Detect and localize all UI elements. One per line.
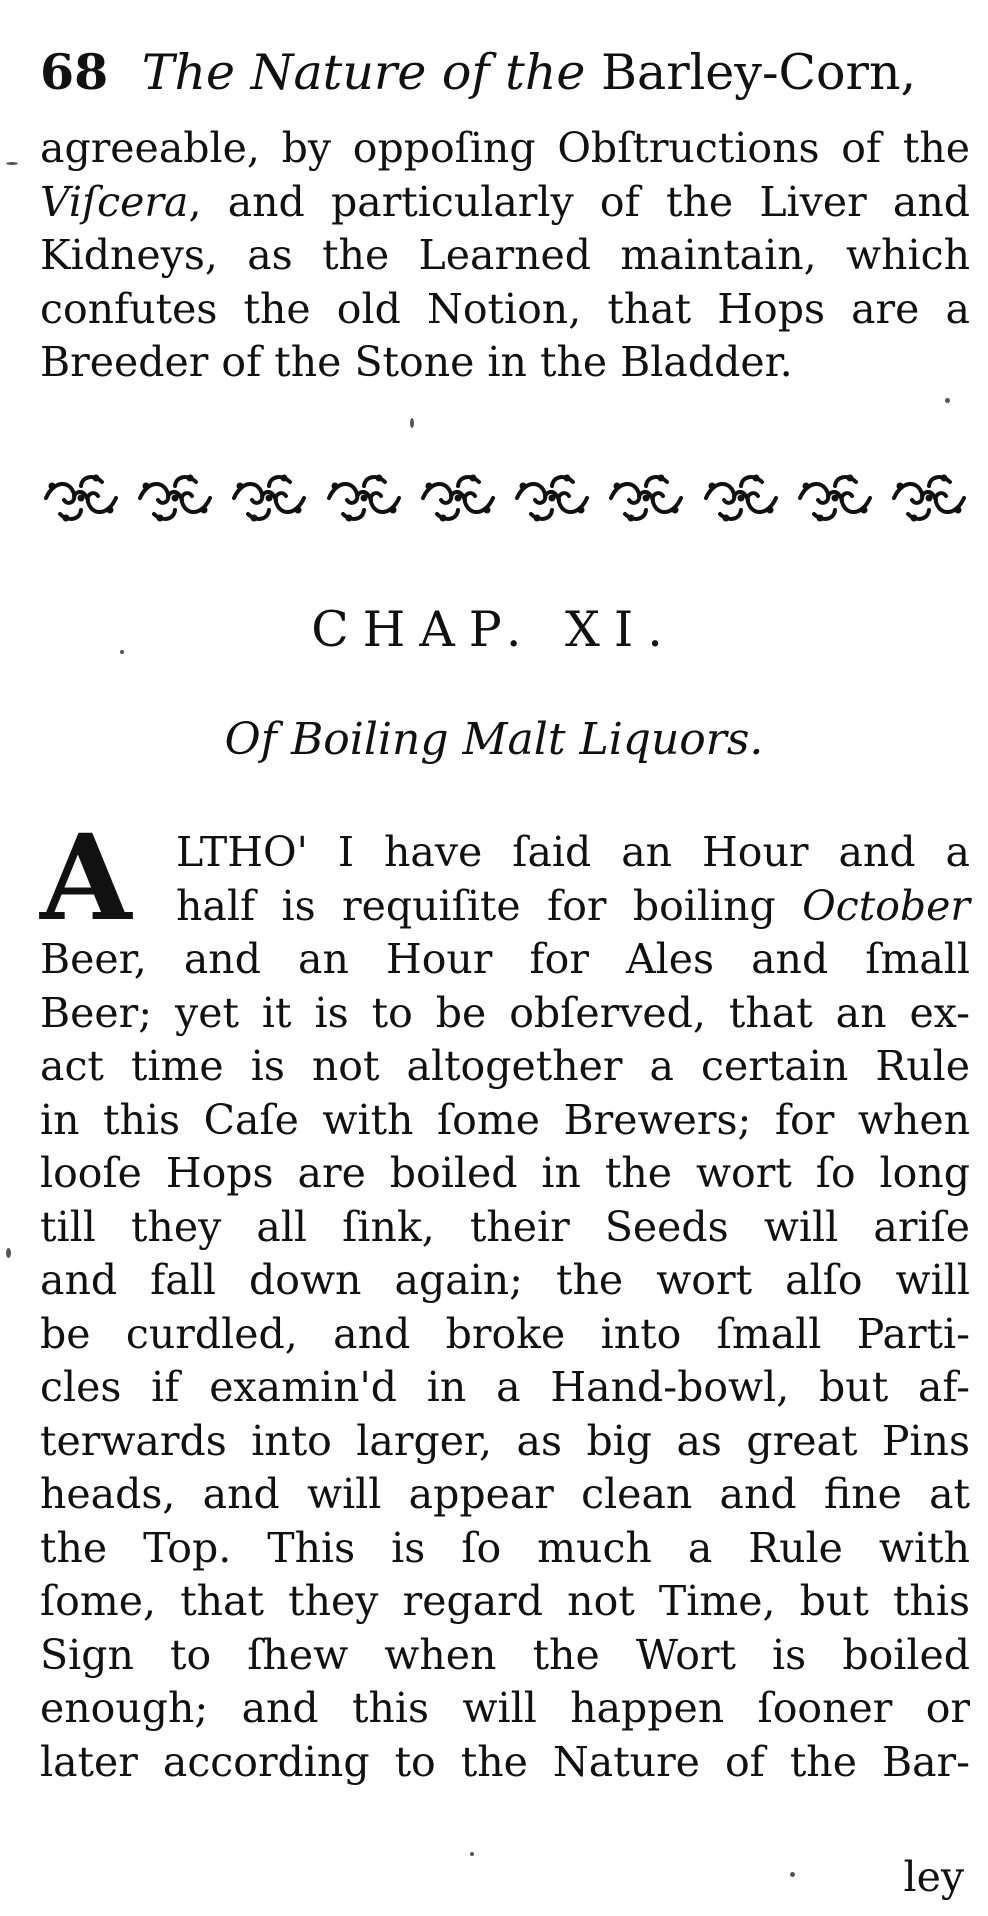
fleuron-icon	[323, 466, 405, 530]
scan-speck	[120, 650, 124, 654]
fleuron-band-icon	[40, 462, 970, 534]
scan-speck	[470, 1852, 474, 1856]
text-line: later according to the Nature of the Bar-	[40, 1737, 970, 1786]
scan-speck	[410, 418, 414, 428]
chapter-heading: CHAP. XI.	[311, 601, 677, 658]
fleuron-icon	[40, 466, 122, 530]
header-title-italic: The Nature of the	[141, 44, 586, 101]
text-line: Breeder of the Stone in the Bladder.	[40, 338, 793, 386]
text-line: LTHO' I have ſaid an Hour and a	[176, 828, 970, 876]
text-line: Beer, and an Hour for Ales and ſmall	[40, 935, 970, 983]
running-header	[40, 42, 960, 103]
fleuron-icon	[888, 466, 970, 530]
text-line: and fall down again; the wort alſo will	[40, 1256, 970, 1304]
fleuron-icon	[511, 466, 593, 530]
text-line: Viſcera, and particularly of the Liver and	[40, 177, 970, 226]
fleuron-icon	[417, 466, 499, 530]
text-line: agreeable, by oppoſing Obſtructions of the	[40, 124, 970, 172]
fleuron-icon	[228, 466, 310, 530]
text-line: ſome, that they regard not Time, but this	[40, 1577, 970, 1625]
text-line: Sign to ſhew when the Wort is boiled	[40, 1630, 970, 1679]
text-line: the Top. This is ſo much a Rule with	[40, 1523, 970, 1572]
text-line: in this Caſe with ſome Brewers; for when	[40, 1095, 970, 1144]
text-line: cles if examin'd in a Hand-bowl, but af-	[40, 1363, 970, 1411]
text-line: heads, and will appear clean and fine at	[40, 1470, 970, 1518]
fleuron-icon	[700, 466, 782, 530]
text-line: looſe Hops are boiled in the wort ſo long	[40, 1149, 970, 1197]
drop-cap: A	[40, 808, 132, 947]
text-line: till they all ſink, their Seeds will ariſe	[40, 1202, 970, 1251]
text-line: act time is not altogether a certain Rule	[40, 1042, 970, 1090]
header-title-roman: Barley-Corn,	[600, 44, 917, 101]
chapter-subtitle: Of Boiling Malt Liquors.	[224, 714, 764, 765]
text-line: Kidneys, as the Learned maintain, which	[40, 231, 970, 279]
fleuron-icon	[134, 466, 216, 530]
page-number: 68	[40, 43, 109, 101]
text-line: Beer; yet it is to be obſerved, that an ex-	[40, 988, 970, 1037]
fleuron-icon	[605, 466, 687, 530]
text-line: half is requiſite for boiling October	[176, 881, 970, 930]
scan-speck	[790, 1872, 795, 1877]
text-line: confutes the old Notion, that Hops are a	[40, 284, 970, 333]
fleuron-icon	[794, 466, 876, 530]
scan-speck	[6, 1248, 11, 1258]
scan-speck	[6, 162, 18, 165]
continued-paragraph	[40, 122, 970, 390]
chapter-paragraph	[40, 808, 970, 1789]
text-line: terwards into larger, as big as great Pins	[40, 1416, 970, 1465]
text-line: enough; and this will happen ſooner or	[40, 1684, 970, 1732]
text-line: be curdled, and broke into ſmall Parti-	[40, 1309, 970, 1358]
catchword: ley	[903, 1853, 964, 1901]
scan-speck	[945, 398, 950, 403]
